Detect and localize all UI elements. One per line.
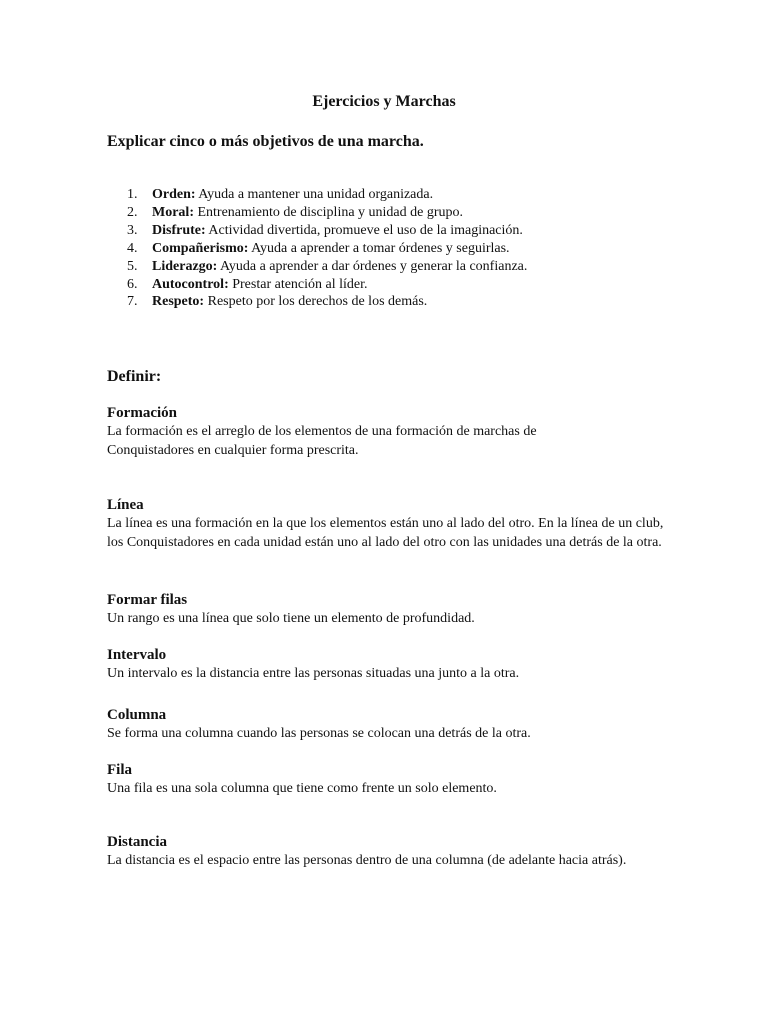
objective-item	[107, 293, 527, 311]
objective-item	[107, 222, 527, 240]
objective-text: Ayuda a mantener una unidad organizada.	[195, 187, 434, 202]
objective-term: Moral:	[152, 204, 194, 220]
definition-text: La línea es una formación en la que los elementos están uno al lado del otro. En la línea de un club, los Conquistadores en cada unidad están uno al lado del otro con las unidades una detrás de la otra.	[107, 516, 664, 550]
definition-text: Un rango es una línea que solo tiene un elemento de profundidad.	[107, 611, 475, 626]
objective-term: Compañerismo:	[152, 240, 249, 256]
definition-term: Distancia	[107, 834, 167, 850]
objective-item	[107, 240, 527, 258]
objective-text: Respeto por los derechos de los demás.	[204, 294, 428, 310]
objective-text: Entrenamiento de disciplina y unidad de grupo.	[193, 204, 464, 220]
objective-term: Disfrute:	[152, 222, 206, 238]
definition-fila	[107, 761, 667, 799]
definition-distancia	[107, 833, 667, 871]
question-heading: Explicar cinco o más objetivos de una marcha.	[107, 133, 424, 150]
definition-term: Formación	[107, 405, 177, 421]
document-title: Ejercicios y Marchas	[312, 93, 456, 110]
objective-text: Ayuda a aprender a dar órdenes y generar la confianza.	[217, 258, 528, 274]
definition-term: Línea	[107, 497, 144, 513]
objective-term: Liderazgo:	[152, 258, 218, 274]
definition-intervalo	[107, 646, 667, 684]
objective-item	[107, 276, 527, 294]
objective-number: 6.	[127, 276, 138, 292]
definition-formar-filas	[107, 591, 667, 629]
objective-term: Autocontrol:	[152, 276, 229, 292]
definition-formacion	[107, 404, 667, 460]
objective-number: 2.	[127, 204, 138, 220]
objective-text: Ayuda a aprender a tomar órdenes y seguirlas.	[248, 240, 510, 256]
definition-term: Intervalo	[107, 647, 167, 663]
objective-number: 4.	[127, 240, 138, 256]
definition-columna	[107, 706, 667, 744]
objective-number: 7.	[127, 294, 138, 310]
objective-text: Prestar atención al líder.	[228, 276, 368, 292]
objective-term: Orden:	[152, 187, 196, 202]
objective-item	[107, 258, 527, 276]
objectives-list	[107, 186, 527, 311]
objective-number: 3.	[127, 222, 138, 238]
objective-item	[107, 186, 527, 204]
define-heading: Definir:	[107, 368, 162, 385]
definition-term: Columna	[107, 707, 167, 723]
definition-term: Fila	[107, 762, 132, 778]
objective-term: Respeto:	[152, 294, 205, 310]
definition-text: Un intervalo es la distancia entre las personas situadas una junto a la otra.	[107, 666, 520, 681]
objective-text: Actividad divertida, promueve el uso de la imaginación.	[205, 222, 523, 238]
objective-number: 1.	[127, 187, 138, 202]
definition-text: La formación es el arreglo de los elementos de una formación de marchas de Conquistadores en cualquier forma prescrita.	[107, 424, 537, 458]
definition-text: La distancia es el espacio entre las personas dentro de una columna (de adelante hacia atrás).	[107, 853, 627, 868]
definition-term: Formar filas	[107, 592, 188, 608]
definition-text: Una fila es una sola columna que tiene como frente un solo elemento.	[107, 781, 497, 796]
definition-text: Se forma una columna cuando las personas se colocan una detrás de la otra.	[107, 726, 531, 741]
definition-linea	[107, 496, 667, 552]
objective-item	[107, 204, 527, 222]
objective-number: 5.	[127, 258, 138, 274]
